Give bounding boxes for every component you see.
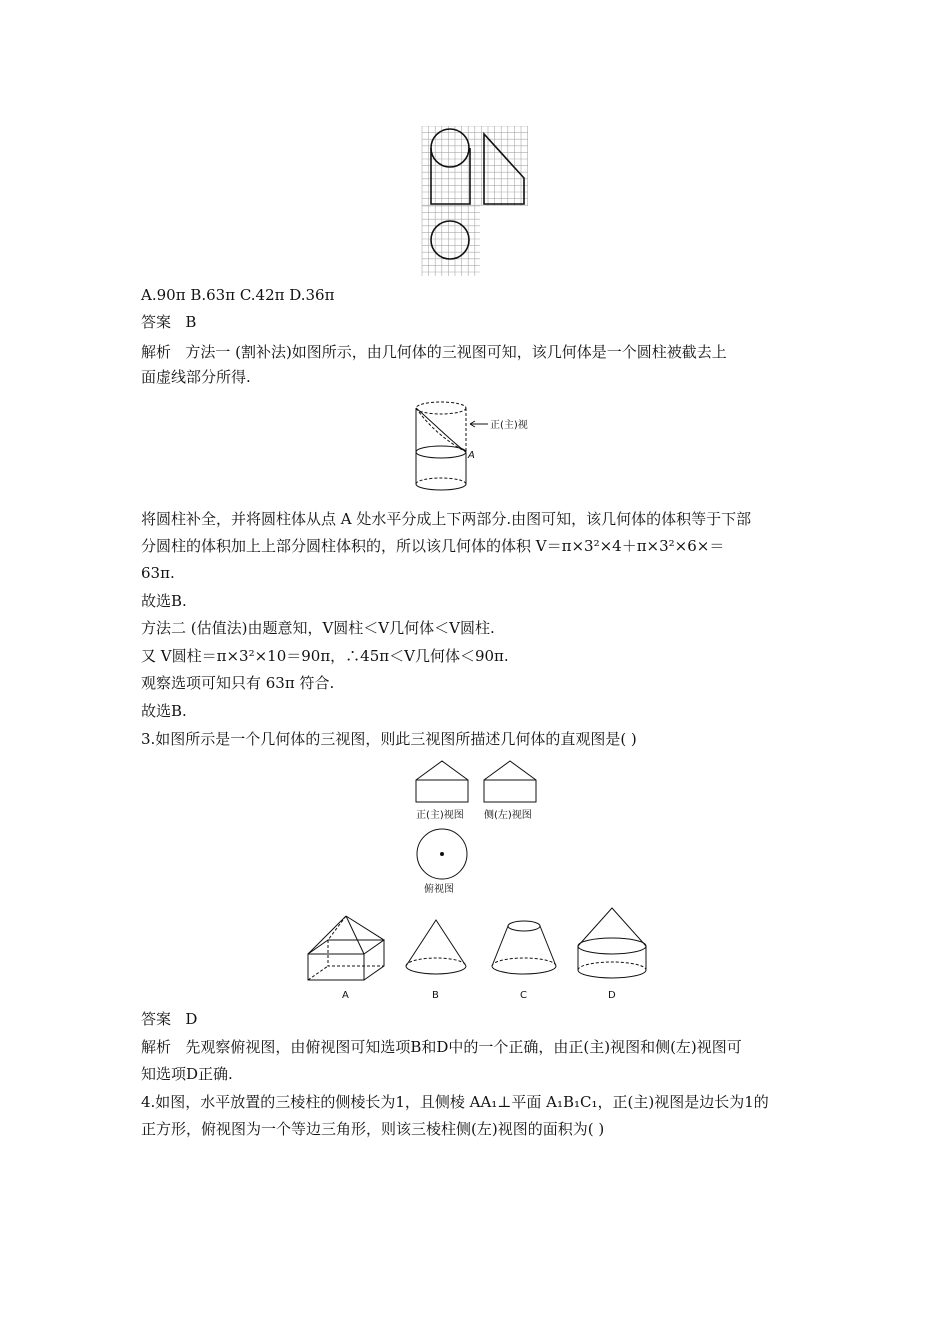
front-view-label: 正(主)视: [490, 420, 528, 431]
para-line2: 分圆柱的体积加上上部分圆柱体积的，所以该几何体的体积 V＝π×3²×4＋π×3²×6×＝: [141, 537, 725, 555]
method2-line2: 又 V圆柱＝π×3²×10＝90π，∴45π＜V几何体＜90π.: [141, 647, 509, 665]
problem3-analysis-line2: 知选项D正确.: [141, 1065, 233, 1083]
option-d-label: D: [608, 990, 616, 1001]
problem4-line2: 正方形，俯视图为一个等边三角形，则该三棱柱侧(左)视图的面积为( ): [141, 1120, 605, 1138]
problem4-line1: 4.如图，水平放置的三棱柱的侧棱长为1，且侧棱 AA₁⊥平面 A₁B₁C₁，正(主)视图是边长为1的: [141, 1093, 769, 1111]
point-a-label: A: [468, 450, 475, 461]
options-figure: [302, 902, 662, 1004]
choose-line1: 故选B.: [141, 592, 187, 610]
problem3-analysis-line1: 解析 先观察俯视图，由俯视图可知选项B和D中的一个正确，由正(主)视图和侧(左)视图可: [141, 1038, 742, 1056]
option-a-label: A: [342, 990, 349, 1001]
problem2-analysis-line1: 解析 方法一 (割补法)如图所示，由几何体的三视图可知，该几何体是一个圆柱被截去上: [141, 343, 727, 361]
para-line3: 63π.: [141, 564, 175, 582]
side-view-caption: 侧(左)视图: [484, 810, 532, 821]
front-view-caption: 正(主)视图: [416, 810, 464, 821]
problem2-analysis-line2: 面虚线部分所得.: [141, 368, 251, 386]
problem2-options: A.90π B.63π C.42π D.36π: [141, 286, 335, 304]
top-view-caption: 俯视图: [424, 884, 454, 895]
option-c-label: C: [520, 990, 527, 1001]
three-views-figure: [410, 758, 550, 898]
choose-line2: 故选B.: [141, 702, 187, 720]
method2-line1: 方法二 (估值法)由题意知，V圆柱＜V几何体＜V圆柱.: [141, 619, 495, 637]
problem2-answer: 答案 B: [141, 313, 197, 331]
three-view-grid-figure: [420, 126, 528, 276]
para-line1: 将圆柱补全，并将圆柱体从点 A 处水平分成上下两部分.由图可知，该几何体的体积等于下部: [141, 510, 752, 528]
problem3-answer: 答案 D: [141, 1010, 198, 1028]
cylinder-cut-figure: [408, 398, 548, 502]
problem3-question: 3.如图所示是一个几何体的三视图，则此三视图所描述几何体的直观图是( ): [141, 730, 637, 748]
method2-line3: 观察选项可知只有 63π 符合.: [141, 674, 335, 692]
option-b-label: B: [432, 990, 439, 1001]
